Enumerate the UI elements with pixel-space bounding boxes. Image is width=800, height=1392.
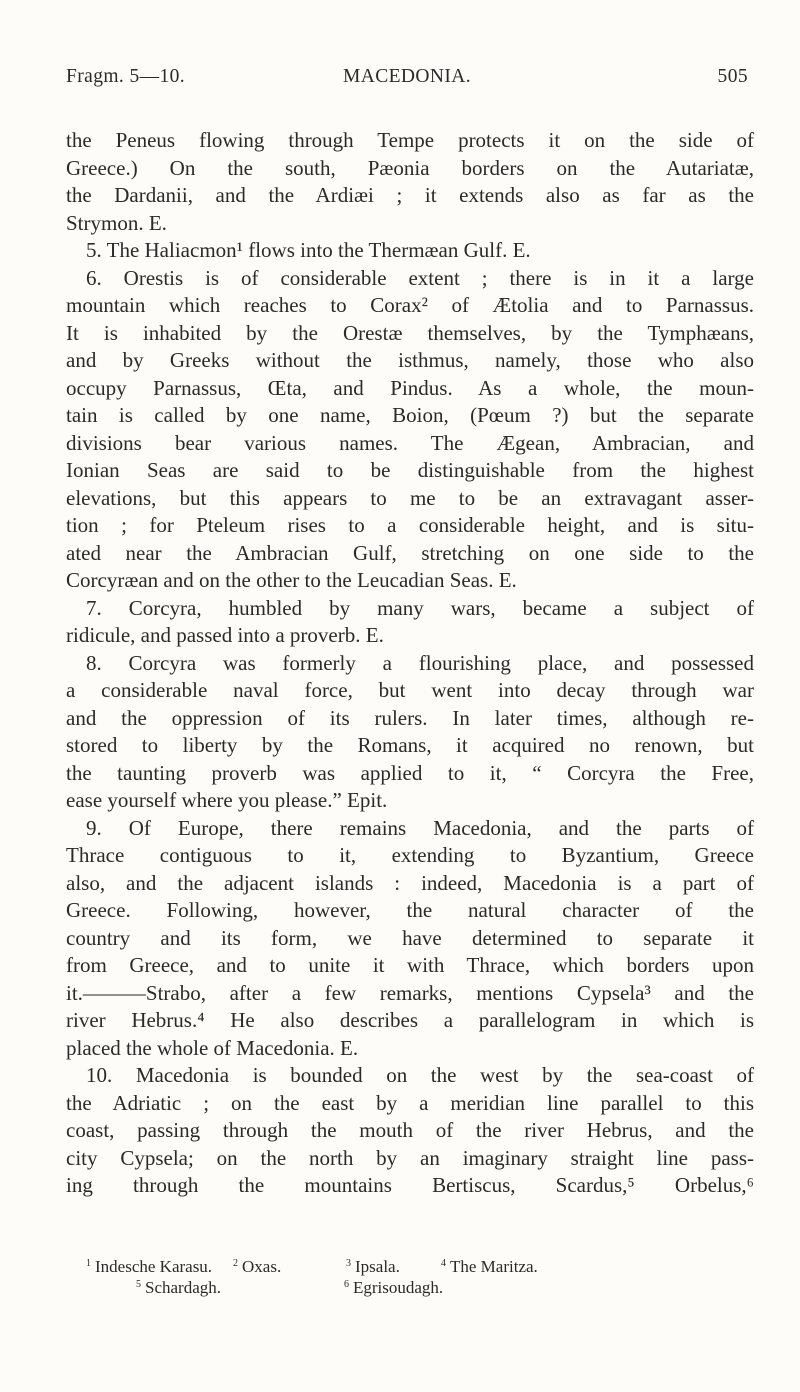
footnote-text: Indesche Karasu. xyxy=(95,1257,213,1276)
text-line: divisions bear various names. The Ægean, Ambracian, and xyxy=(66,430,754,455)
text-line: 7. Corcyra, humbled by many wars, became a subject of xyxy=(86,595,754,620)
text-line: occupy Parnassus, Œta, and Pindus. As a whole, the moun- xyxy=(66,375,754,400)
text-line: Thrace contiguous to it, extending to Byzantium, Greece xyxy=(66,843,754,867)
text-line: It is inhabited by the Orestæ themselves, by the Tymphæans, xyxy=(66,320,754,345)
footnote-number: 1 xyxy=(86,1258,91,1269)
text-line: Corcyræan and on the other to the Leucadian Seas. E. xyxy=(66,568,517,592)
footnote xyxy=(344,1277,457,1298)
footnote xyxy=(441,1256,538,1277)
text-line: Ionian Seas are said to be distinguishable from the highest xyxy=(66,458,754,482)
footnote-number: 2 xyxy=(233,1258,238,1269)
footnote xyxy=(346,1256,441,1277)
text-line: 5. The Haliacmon¹ flows into the Thermæan Gulf. E. xyxy=(86,238,531,262)
text-line: the Dardanii, and the Ardiæi ; it extends also as far as the xyxy=(66,183,754,207)
text-line: and by Greeks without the isthmus, namely, those who also xyxy=(66,348,754,372)
text-line: the Adriatic ; on the east by a meridian line parallel to this xyxy=(66,1090,754,1115)
footnote-text: Ipsala. xyxy=(355,1257,400,1276)
text-line: country and its form, we have determined to separate it xyxy=(66,925,754,950)
header-title: MACEDONIA. xyxy=(342,66,472,87)
footnote xyxy=(136,1277,344,1298)
text-line: stored to liberty by the Romans, it acquired no renown, but xyxy=(66,733,754,757)
footnote-number: 3 xyxy=(346,1258,351,1269)
text-line: ridicule, and passed into a proverb. E. xyxy=(66,623,384,647)
text-line: 6. Orestis is of considerable extent ; there is in it a large xyxy=(86,265,754,290)
footnotes xyxy=(86,1256,751,1298)
footnote-text: Schardagh. xyxy=(145,1278,222,1297)
text-line: ated near the Ambracian Gulf, stretching on one side to the xyxy=(66,540,754,565)
footnote xyxy=(86,1256,233,1277)
footnote xyxy=(233,1256,346,1277)
page-number: 505 xyxy=(717,66,748,87)
text-line: also, and the adjacent islands : indeed, Macedonia is a part of xyxy=(66,870,754,895)
text-line: Greece.) On the south, Pæonia borders on the Autariatæ, xyxy=(66,155,754,180)
running-header xyxy=(66,66,748,88)
text-line: tain is called by one name, Boion, (Pœum ?) but the separate xyxy=(66,403,754,427)
footnote-text: Egrisoudagh. xyxy=(353,1278,444,1297)
text-line: Greece. Following, however, the natural character of the xyxy=(66,898,754,922)
text-line: and the oppression of its rulers. In later times, although re- xyxy=(66,705,754,730)
text-line: tion ; for Pteleum rises to a considerable height, and is situ- xyxy=(66,513,754,537)
text-line: 8. Corcyra was formerly a flourishing place, and possessed xyxy=(86,650,754,675)
text-line: coast, passing through the mouth of the river Hebrus, and the xyxy=(66,1118,754,1142)
text-line: 9. Of Europe, there remains Macedonia, and the parts of xyxy=(86,815,754,840)
footnote-number: 6 xyxy=(344,1279,349,1290)
text-line: from Greece, and to unite it with Thrace, which borders upon xyxy=(66,953,754,977)
footnote-text: Oxas. xyxy=(242,1257,282,1276)
footnote-number: 5 xyxy=(136,1279,141,1290)
text-line: the taunting proverb was applied to it, “ Corcyra the Free, xyxy=(66,760,754,785)
text-line: river Hebrus.⁴ He also describes a parallelogram in which is xyxy=(66,1008,754,1032)
text-line: the Peneus flowing through Tempe protects it on the side of xyxy=(66,128,754,152)
text-line: ease yourself where you please.” Epit. xyxy=(66,788,388,812)
footnote-number: 4 xyxy=(441,1258,446,1269)
footnote-text: The Maritza. xyxy=(450,1257,538,1276)
text-line: city Cypsela; on the north by an imaginary straight line pass- xyxy=(66,1145,754,1170)
text-line: mountain which reaches to Corax² of Ætolia and to Parnassus. xyxy=(66,293,754,317)
text-line: 10. Macedonia is bounded on the west by the sea-coast of xyxy=(86,1063,754,1087)
header-fragment-range: Fragm. 5—10. xyxy=(66,66,186,87)
text-line: placed the whole of Macedonia. E. xyxy=(66,1035,359,1060)
text-line: elevations, but this appears to me to be an extravagant asser- xyxy=(66,485,754,510)
text-line: it.———Strabo, after a few remarks, mentions Cypsela³ and the xyxy=(66,980,754,1005)
text-line: ing through the mountains Bertiscus, Scardus,⁵ Orbelus,⁶ xyxy=(66,1173,754,1197)
text-line: a considerable naval force, but went into decay through war xyxy=(66,678,754,702)
footnote-row xyxy=(86,1256,751,1277)
footnote-row xyxy=(86,1277,751,1298)
text-line: Strymon. E. xyxy=(66,210,167,235)
body-text xyxy=(66,127,754,1200)
